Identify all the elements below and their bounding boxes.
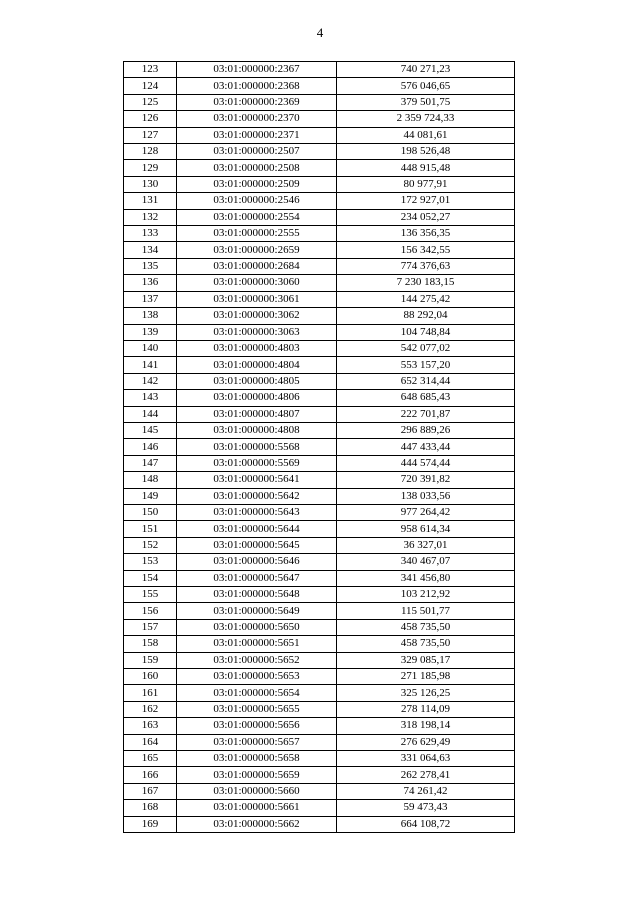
- table-row: [124, 176, 515, 192]
- table-row: [124, 669, 515, 685]
- cadastral-number-cell: 03:01:000000:5641: [177, 472, 337, 488]
- table-row: [124, 242, 515, 258]
- value-cell: 958 614,34: [337, 521, 515, 537]
- row-number-cell: 164: [124, 734, 177, 750]
- value-cell: 271 185,98: [337, 669, 515, 685]
- value-cell: 329 085,17: [337, 652, 515, 668]
- row-number-cell: 137: [124, 291, 177, 307]
- table-row: [124, 504, 515, 520]
- cadastral-number-cell: 03:01:000000:5655: [177, 701, 337, 717]
- row-number-cell: 135: [124, 258, 177, 274]
- table-row: [124, 193, 515, 209]
- value-cell: 88 292,04: [337, 308, 515, 324]
- cadastral-number-cell: 03:01:000000:5569: [177, 455, 337, 471]
- value-cell: 296 889,26: [337, 422, 515, 438]
- value-cell: 774 376,63: [337, 258, 515, 274]
- cadastral-number-cell: 03:01:000000:2371: [177, 127, 337, 143]
- cadastral-number-cell: 03:01:000000:2684: [177, 258, 337, 274]
- cadastral-number-cell: 03:01:000000:4803: [177, 340, 337, 356]
- value-cell: 379 501,75: [337, 94, 515, 110]
- table-row: [124, 767, 515, 783]
- row-number-cell: 147: [124, 455, 177, 471]
- row-number-cell: 138: [124, 308, 177, 324]
- cadastral-number-cell: 03:01:000000:5657: [177, 734, 337, 750]
- row-number-cell: 125: [124, 94, 177, 110]
- row-number-cell: 163: [124, 718, 177, 734]
- table-row: [124, 62, 515, 78]
- table-row: [124, 160, 515, 176]
- row-number-cell: 157: [124, 619, 177, 635]
- row-number-cell: 141: [124, 357, 177, 373]
- table-row: [124, 357, 515, 373]
- cadastral-number-cell: 03:01:000000:2546: [177, 193, 337, 209]
- value-cell: 341 456,80: [337, 570, 515, 586]
- row-number-cell: 145: [124, 422, 177, 438]
- cadastral-number-cell: 03:01:000000:5645: [177, 537, 337, 553]
- table-row: [124, 209, 515, 225]
- row-number-cell: 140: [124, 340, 177, 356]
- row-number-cell: 133: [124, 226, 177, 242]
- table-body: [124, 62, 515, 833]
- table-row: [124, 472, 515, 488]
- cadastral-number-cell: 03:01:000000:5651: [177, 636, 337, 652]
- cadastral-number-cell: 03:01:000000:2508: [177, 160, 337, 176]
- row-number-cell: 126: [124, 111, 177, 127]
- row-number-cell: 143: [124, 390, 177, 406]
- table-row: [124, 718, 515, 734]
- cadastral-number-cell: 03:01:000000:2554: [177, 209, 337, 225]
- cadastral-number-cell: 03:01:000000:3063: [177, 324, 337, 340]
- cadastral-number-cell: 03:01:000000:4806: [177, 390, 337, 406]
- row-number-cell: 162: [124, 701, 177, 717]
- value-cell: 652 314,44: [337, 373, 515, 389]
- row-number-cell: 167: [124, 783, 177, 799]
- table-row: [124, 455, 515, 471]
- cadastral-number-cell: 03:01:000000:3062: [177, 308, 337, 324]
- cadastral-number-cell: 03:01:000000:5661: [177, 800, 337, 816]
- cadastral-number-cell: 03:01:000000:5660: [177, 783, 337, 799]
- table-row: [124, 603, 515, 619]
- row-number-cell: 124: [124, 78, 177, 94]
- value-cell: 276 629,49: [337, 734, 515, 750]
- value-cell: 138 033,56: [337, 488, 515, 504]
- table-row: [124, 111, 515, 127]
- row-number-cell: 154: [124, 570, 177, 586]
- row-number-cell: 123: [124, 62, 177, 78]
- value-cell: 198 526,48: [337, 144, 515, 160]
- value-cell: 448 915,48: [337, 160, 515, 176]
- table-row: [124, 554, 515, 570]
- cadastral-number-cell: 03:01:000000:5659: [177, 767, 337, 783]
- table-row: [124, 488, 515, 504]
- value-cell: 740 271,23: [337, 62, 515, 78]
- value-cell: 553 157,20: [337, 357, 515, 373]
- cadastral-number-cell: 03:01:000000:2368: [177, 78, 337, 94]
- cadastral-number-cell: 03:01:000000:5643: [177, 504, 337, 520]
- table-row: [124, 308, 515, 324]
- row-number-cell: 160: [124, 669, 177, 685]
- table-row: [124, 652, 515, 668]
- value-cell: 720 391,82: [337, 472, 515, 488]
- value-cell: 144 275,42: [337, 291, 515, 307]
- table-row: [124, 701, 515, 717]
- row-number-cell: 168: [124, 800, 177, 816]
- value-cell: 340 467,07: [337, 554, 515, 570]
- value-cell: 172 927,01: [337, 193, 515, 209]
- table-row: [124, 275, 515, 291]
- table-row: [124, 406, 515, 422]
- cadastral-number-cell: 03:01:000000:3061: [177, 291, 337, 307]
- row-number-cell: 151: [124, 521, 177, 537]
- row-number-cell: 150: [124, 504, 177, 520]
- cadastral-value-table: [123, 61, 515, 833]
- cadastral-number-cell: 03:01:000000:5648: [177, 587, 337, 603]
- row-number-cell: 149: [124, 488, 177, 504]
- row-number-cell: 152: [124, 537, 177, 553]
- table-row: [124, 751, 515, 767]
- cadastral-number-cell: 03:01:000000:2367: [177, 62, 337, 78]
- row-number-cell: 129: [124, 160, 177, 176]
- cadastral-number-cell: 03:01:000000:4808: [177, 422, 337, 438]
- row-number-cell: 136: [124, 275, 177, 291]
- value-cell: 262 278,41: [337, 767, 515, 783]
- cadastral-number-cell: 03:01:000000:2509: [177, 176, 337, 192]
- table-row: [124, 570, 515, 586]
- table-row: [124, 422, 515, 438]
- page-number: 4: [316, 25, 324, 40]
- row-number-cell: 127: [124, 127, 177, 143]
- row-number-cell: 130: [124, 176, 177, 192]
- cadastral-number-cell: 03:01:000000:2370: [177, 111, 337, 127]
- value-cell: 458 735,50: [337, 619, 515, 635]
- table-row: [124, 800, 515, 816]
- table-row: [124, 521, 515, 537]
- table-row: [124, 636, 515, 652]
- table-row: [124, 340, 515, 356]
- table-row: [124, 127, 515, 143]
- value-cell: 234 052,27: [337, 209, 515, 225]
- table-row: [124, 226, 515, 242]
- value-cell: 80 977,91: [337, 176, 515, 192]
- cadastral-number-cell: 03:01:000000:5658: [177, 751, 337, 767]
- row-number-cell: 153: [124, 554, 177, 570]
- value-cell: 74 261,42: [337, 783, 515, 799]
- value-cell: 36 327,01: [337, 537, 515, 553]
- table-row: [124, 258, 515, 274]
- table-row: [124, 537, 515, 553]
- row-number-cell: 169: [124, 816, 177, 832]
- row-number-cell: 142: [124, 373, 177, 389]
- row-number-cell: 128: [124, 144, 177, 160]
- cadastral-number-cell: 03:01:000000:4804: [177, 357, 337, 373]
- table-row: [124, 78, 515, 94]
- cadastral-number-cell: 03:01:000000:5652: [177, 652, 337, 668]
- row-number-cell: 158: [124, 636, 177, 652]
- cadastral-number-cell: 03:01:000000:5642: [177, 488, 337, 504]
- value-cell: 648 685,43: [337, 390, 515, 406]
- value-cell: 156 342,55: [337, 242, 515, 258]
- value-cell: 136 356,35: [337, 226, 515, 242]
- cadastral-number-cell: 03:01:000000:5646: [177, 554, 337, 570]
- table-row: [124, 373, 515, 389]
- row-number-cell: 146: [124, 439, 177, 455]
- cadastral-number-cell: 03:01:000000:2659: [177, 242, 337, 258]
- cadastral-number-cell: 03:01:000000:5650: [177, 619, 337, 635]
- table-row: [124, 685, 515, 701]
- cadastral-number-cell: 03:01:000000:5662: [177, 816, 337, 832]
- value-cell: 447 433,44: [337, 439, 515, 455]
- row-number-cell: 131: [124, 193, 177, 209]
- row-number-cell: 166: [124, 767, 177, 783]
- value-cell: 59 473,43: [337, 800, 515, 816]
- table-row: [124, 144, 515, 160]
- row-number-cell: 161: [124, 685, 177, 701]
- value-cell: 278 114,09: [337, 701, 515, 717]
- cadastral-number-cell: 03:01:000000:2555: [177, 226, 337, 242]
- row-number-cell: 156: [124, 603, 177, 619]
- value-cell: 458 735,50: [337, 636, 515, 652]
- value-cell: 664 108,72: [337, 816, 515, 832]
- cadastral-number-cell: 03:01:000000:4807: [177, 406, 337, 422]
- cadastral-number-cell: 03:01:000000:5644: [177, 521, 337, 537]
- cadastral-number-cell: 03:01:000000:5653: [177, 669, 337, 685]
- row-number-cell: 139: [124, 324, 177, 340]
- value-cell: 444 574,44: [337, 455, 515, 471]
- row-number-cell: 148: [124, 472, 177, 488]
- value-cell: 542 077,02: [337, 340, 515, 356]
- value-cell: 331 064,63: [337, 751, 515, 767]
- table-row: [124, 324, 515, 340]
- table-row: [124, 734, 515, 750]
- table-row: [124, 816, 515, 832]
- cadastral-number-cell: 03:01:000000:5647: [177, 570, 337, 586]
- value-cell: 325 126,25: [337, 685, 515, 701]
- row-number-cell: 159: [124, 652, 177, 668]
- table-row: [124, 587, 515, 603]
- cadastral-number-cell: 03:01:000000:5568: [177, 439, 337, 455]
- value-cell: 977 264,42: [337, 504, 515, 520]
- value-cell: 222 701,87: [337, 406, 515, 422]
- cadastral-number-cell: 03:01:000000:4805: [177, 373, 337, 389]
- row-number-cell: 144: [124, 406, 177, 422]
- table-row: [124, 291, 515, 307]
- value-cell: 115 501,77: [337, 603, 515, 619]
- table-row: [124, 619, 515, 635]
- value-cell: 7 230 183,15: [337, 275, 515, 291]
- cadastral-number-cell: 03:01:000000:5656: [177, 718, 337, 734]
- row-number-cell: 134: [124, 242, 177, 258]
- value-cell: 103 212,92: [337, 587, 515, 603]
- table-row: [124, 783, 515, 799]
- cadastral-number-cell: 03:01:000000:2507: [177, 144, 337, 160]
- cadastral-number-cell: 03:01:000000:5654: [177, 685, 337, 701]
- cadastral-number-cell: 03:01:000000:3060: [177, 275, 337, 291]
- table-row: [124, 94, 515, 110]
- cadastral-number-cell: 03:01:000000:2369: [177, 94, 337, 110]
- row-number-cell: 132: [124, 209, 177, 225]
- table-row: [124, 390, 515, 406]
- value-cell: 104 748,84: [337, 324, 515, 340]
- cadastral-number-cell: 03:01:000000:5649: [177, 603, 337, 619]
- value-cell: 44 081,61: [337, 127, 515, 143]
- row-number-cell: 165: [124, 751, 177, 767]
- value-cell: 576 046,65: [337, 78, 515, 94]
- value-cell: 318 198,14: [337, 718, 515, 734]
- value-cell: 2 359 724,33: [337, 111, 515, 127]
- row-number-cell: 155: [124, 587, 177, 603]
- table-row: [124, 439, 515, 455]
